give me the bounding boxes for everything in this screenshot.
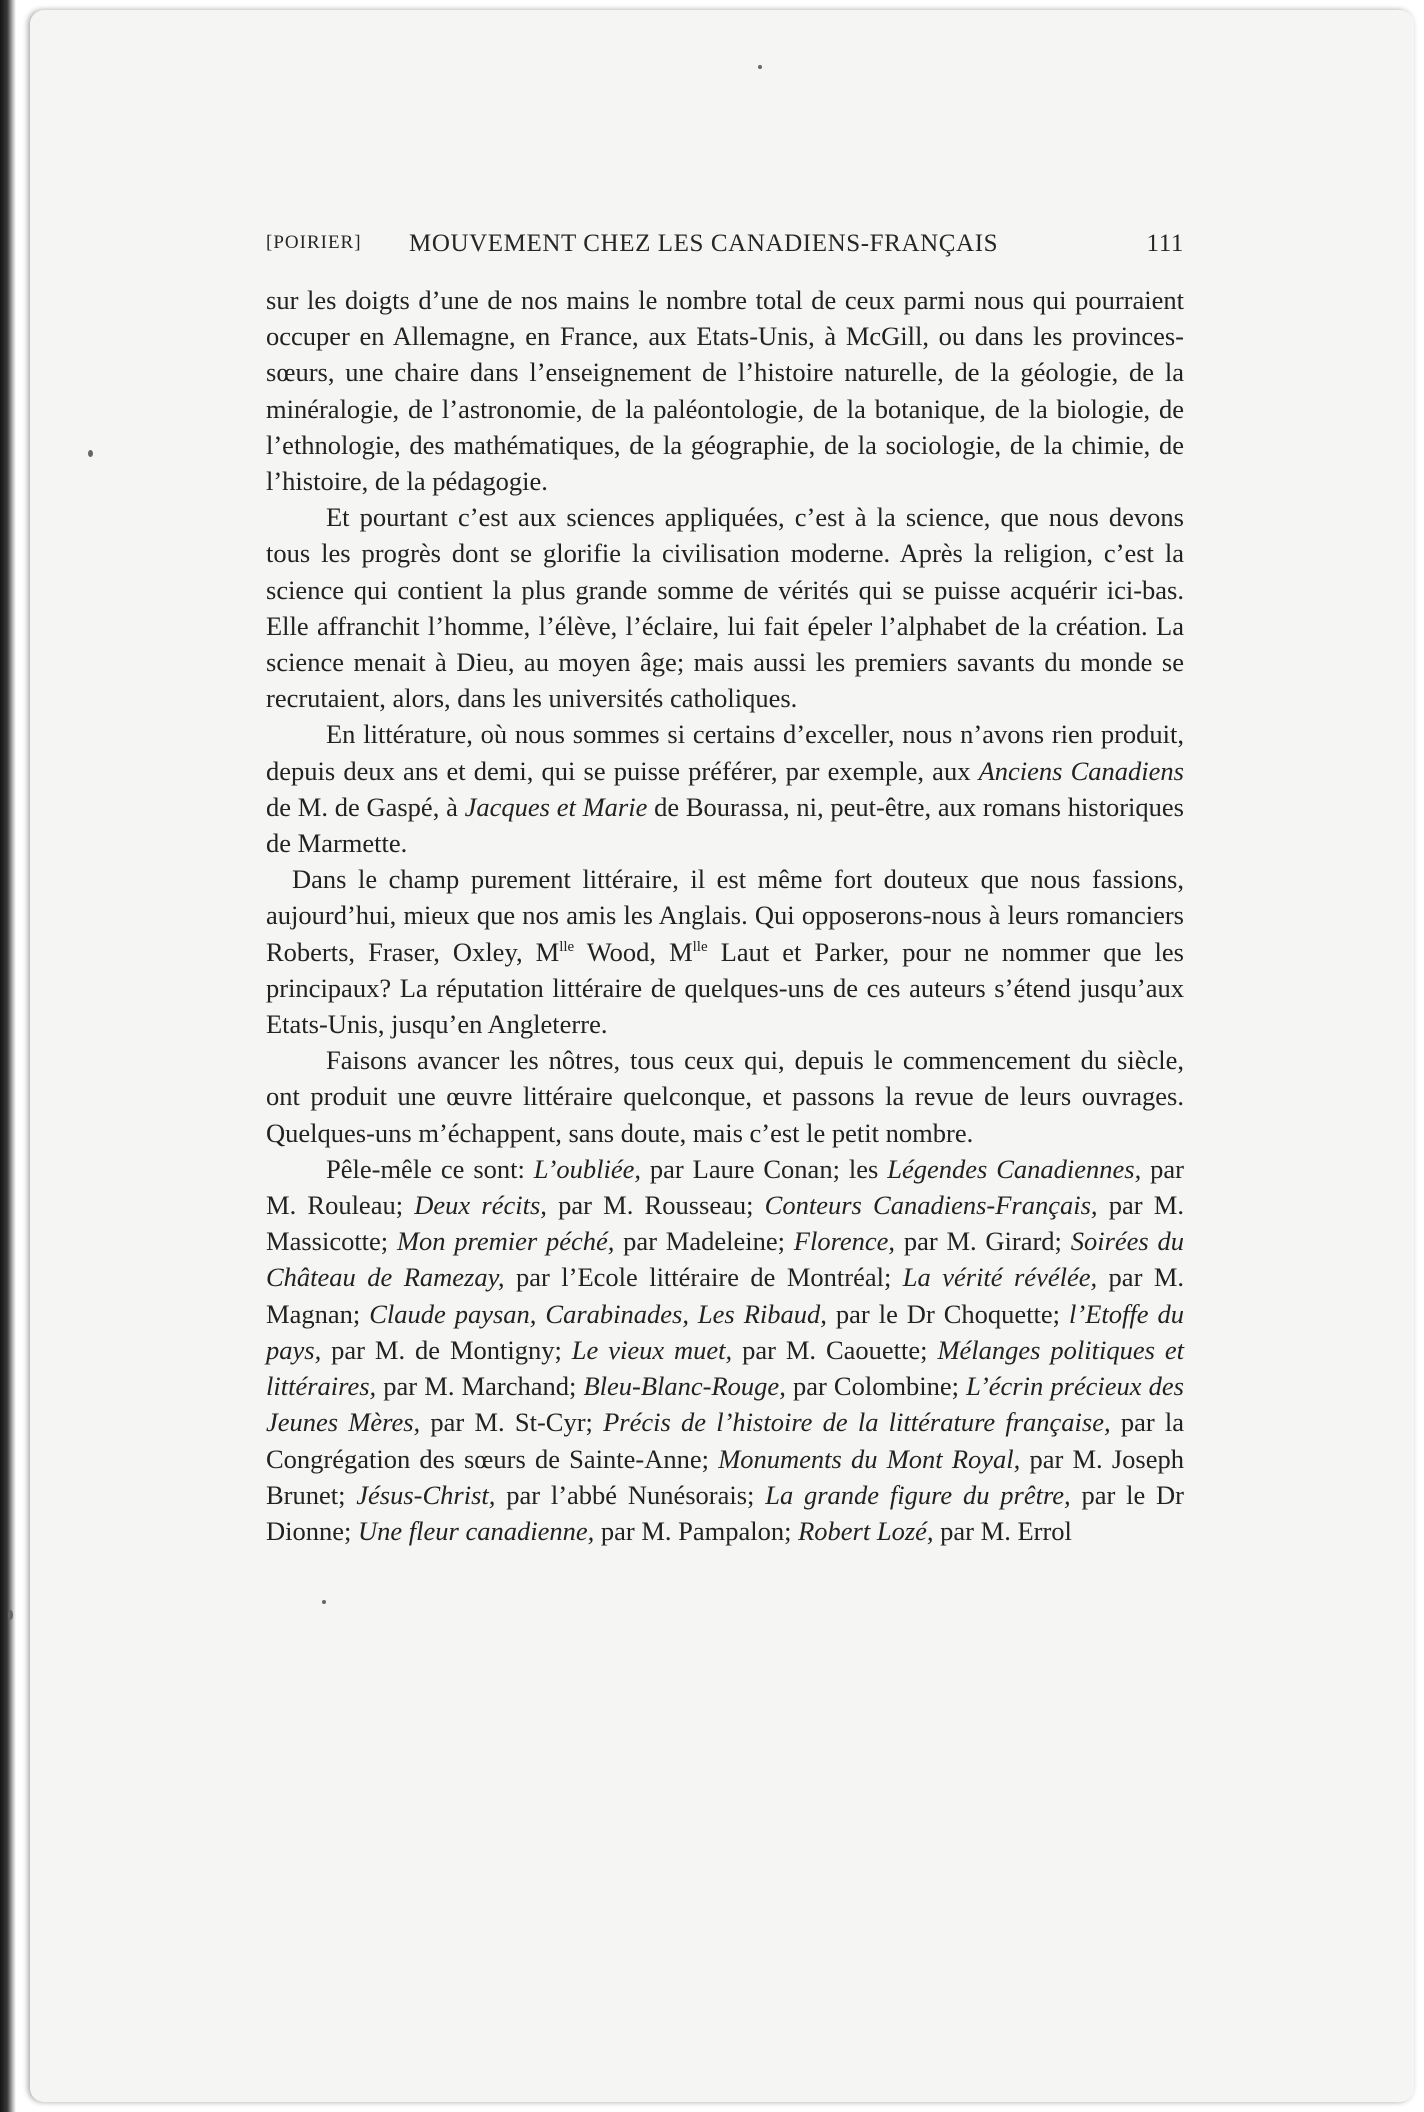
book-title: Une fleur canadienne, xyxy=(358,1515,595,1546)
text-run: par M. Rouleau; xyxy=(266,1153,1184,1221)
text-run: par Colombine; xyxy=(785,1371,967,1402)
paragraph-5: Faisons avancer les nôtres, tous ceux qui, depuis le commencement du siècle, ont produit une œuvre littéraire quelconque, et passons la revue de leurs ouvrages. Quelques-uns m’échappent, sans doute, mais c’est le petit nombre. xyxy=(266,1045,1184,1148)
text-run: par M. Girard; xyxy=(895,1226,1071,1257)
book-title: Jésus-Christ, xyxy=(356,1479,496,1510)
text-run: par Laure Conan; les xyxy=(641,1153,888,1184)
text-run: par M. St-Cyr; xyxy=(420,1407,604,1438)
text-run: par M. Marchand; xyxy=(376,1371,584,1402)
book-title: Conteurs Canadiens-Français, xyxy=(764,1190,1098,1221)
text-run: par le Dr Dionne; xyxy=(266,1479,1184,1546)
book-title: Légendes Canadiennes, xyxy=(887,1153,1142,1184)
text-run: par M. Massicotte; xyxy=(266,1190,1184,1257)
text-run: par M. Errol xyxy=(933,1515,1072,1546)
book-title: L’oubliée, xyxy=(533,1153,641,1184)
text-run: par M. Pampalon; xyxy=(594,1515,799,1546)
scan-speck xyxy=(88,450,93,457)
book-title: Jacques et Marie xyxy=(464,791,648,822)
book-title: Bleu-Blanc-Rouge, xyxy=(583,1371,786,1402)
text-run: par l’abbé Nunésorais; xyxy=(495,1479,766,1510)
scan-speck xyxy=(8,1610,13,1620)
book-title: La vérité révélée, xyxy=(902,1262,1098,1293)
text-run: par le Dr Choquette; xyxy=(826,1298,1070,1329)
text-run: par M. Rousseau; xyxy=(546,1190,765,1221)
text-run: par M. de Montigny; xyxy=(321,1334,572,1365)
book-title: Florence, xyxy=(793,1226,896,1257)
book-title: Mélanges politiques et littéraires, xyxy=(266,1334,1184,1402)
text-run: par M. Joseph Brunet; xyxy=(266,1443,1185,1510)
book-title: Deux récits, xyxy=(414,1190,547,1221)
scan-binding-edge xyxy=(0,0,16,2112)
paragraph-3: En littérature, où nous sommes si certains d’exceller, nous n’avons rien produit, depuis deux ans et demi, qui se puisse préférer, par exemple, aux Anciens Canadiens de M. de Gaspé, à Jacques et Marie de Bourassa, ni, peut-être, aux romans historiques de Marmette. xyxy=(266,719,1184,859)
scan-speck xyxy=(322,1600,326,1604)
header-author: [POIRIER] xyxy=(266,232,362,253)
book-title: Mon premier péché, xyxy=(396,1226,615,1257)
text-run: par M. Magnan; xyxy=(266,1262,1185,1329)
book-title: La grande figure du prêtre, xyxy=(765,1479,1071,1510)
book-title: Robert Lozé, xyxy=(798,1515,934,1546)
text-run: par M. Caouette; xyxy=(732,1334,938,1365)
book-title: Soirées du Château de Ramezay, xyxy=(266,1226,1184,1293)
paragraph-6 xyxy=(266,1151,1184,1549)
book-title: L’écrin précieux des Jeunes Mères, xyxy=(266,1371,1184,1438)
book-title: Monuments du Mont Royal, xyxy=(718,1443,1021,1474)
text-run: par la Congrégation des sœurs de Sainte-Anne; xyxy=(266,1407,1185,1474)
paragraph-2: Et pourtant c’est aux sciences appliquées, c’est à la science, que nous devons tous les progrès dont se glorifie la civilisation moderne. Après la religion, c’est la science qui contient la plus grande somme de vérités qui se puisse acquérir ici-bas. Elle affranchit l’homme, l’élève, l’éclaire, lui fait épeler l’alphabet de la création. La science menait à Dieu, au moyen âge; mais aussi les premiers savants du monde se recrutaient, alors, dans les universités catholiques. xyxy=(266,502,1184,714)
running-header xyxy=(266,230,1184,264)
header-title: MOUVEMENT CHEZ LES CANADIENS-FRANÇAIS xyxy=(409,230,999,257)
body-text xyxy=(266,282,1184,1549)
paragraph-1: sur les doigts d’une de nos mains le nombre total de ceux parmi nous qui pourraient occuper en Allemagne, en France, aux Etats-Unis, à McGill, ou dans les provinces-sœurs, une chaire dans l’enseignement de l’histoire naturelle, de la géologie, de la minéralogie, de l’astronomie, de la paléontologie, de la botanique, de la biologie, de l’ethnologie, des mathématiques, de la géographie, de la sociologie, de la chimie, de l’histoire, de la pédagogie. xyxy=(266,285,1184,497)
text-run: par l’Ecole littéraire de Montréal; xyxy=(504,1262,903,1293)
book-title: Le vieux muet, xyxy=(571,1334,733,1365)
book-title: l’Etoffe du pays, xyxy=(266,1298,1184,1365)
scan-speck xyxy=(758,65,762,69)
book-title: Claude paysan, Carabinades, Les Ribaud, xyxy=(369,1298,827,1329)
page-number: 111 xyxy=(1146,230,1184,257)
text-run: Pêle-mêle ce sont: xyxy=(326,1153,534,1184)
paragraph-4: Dans le champ purement littéraire, il est même fort douteux que nous fassions, aujourd’hui, mieux que nos amis les Anglais. Qui opposerons-nous à leurs romanciers Roberts, Fraser, Oxley, $M^{lle}$ Wood, $M^{lle}$ Laut et Parker, pour ne nommer que les principaux? La réputation littéraire de quelques-uns de ces auteurs s’étend jusqu’aux Etats-Unis, jusqu’en Angleterre. xyxy=(266,864,1184,1040)
book-title: Anciens Canadiens xyxy=(978,755,1184,786)
book-title: Précis de l’histoire de la littérature française, xyxy=(603,1407,1111,1438)
text-run: par Madeleine; xyxy=(614,1226,794,1257)
